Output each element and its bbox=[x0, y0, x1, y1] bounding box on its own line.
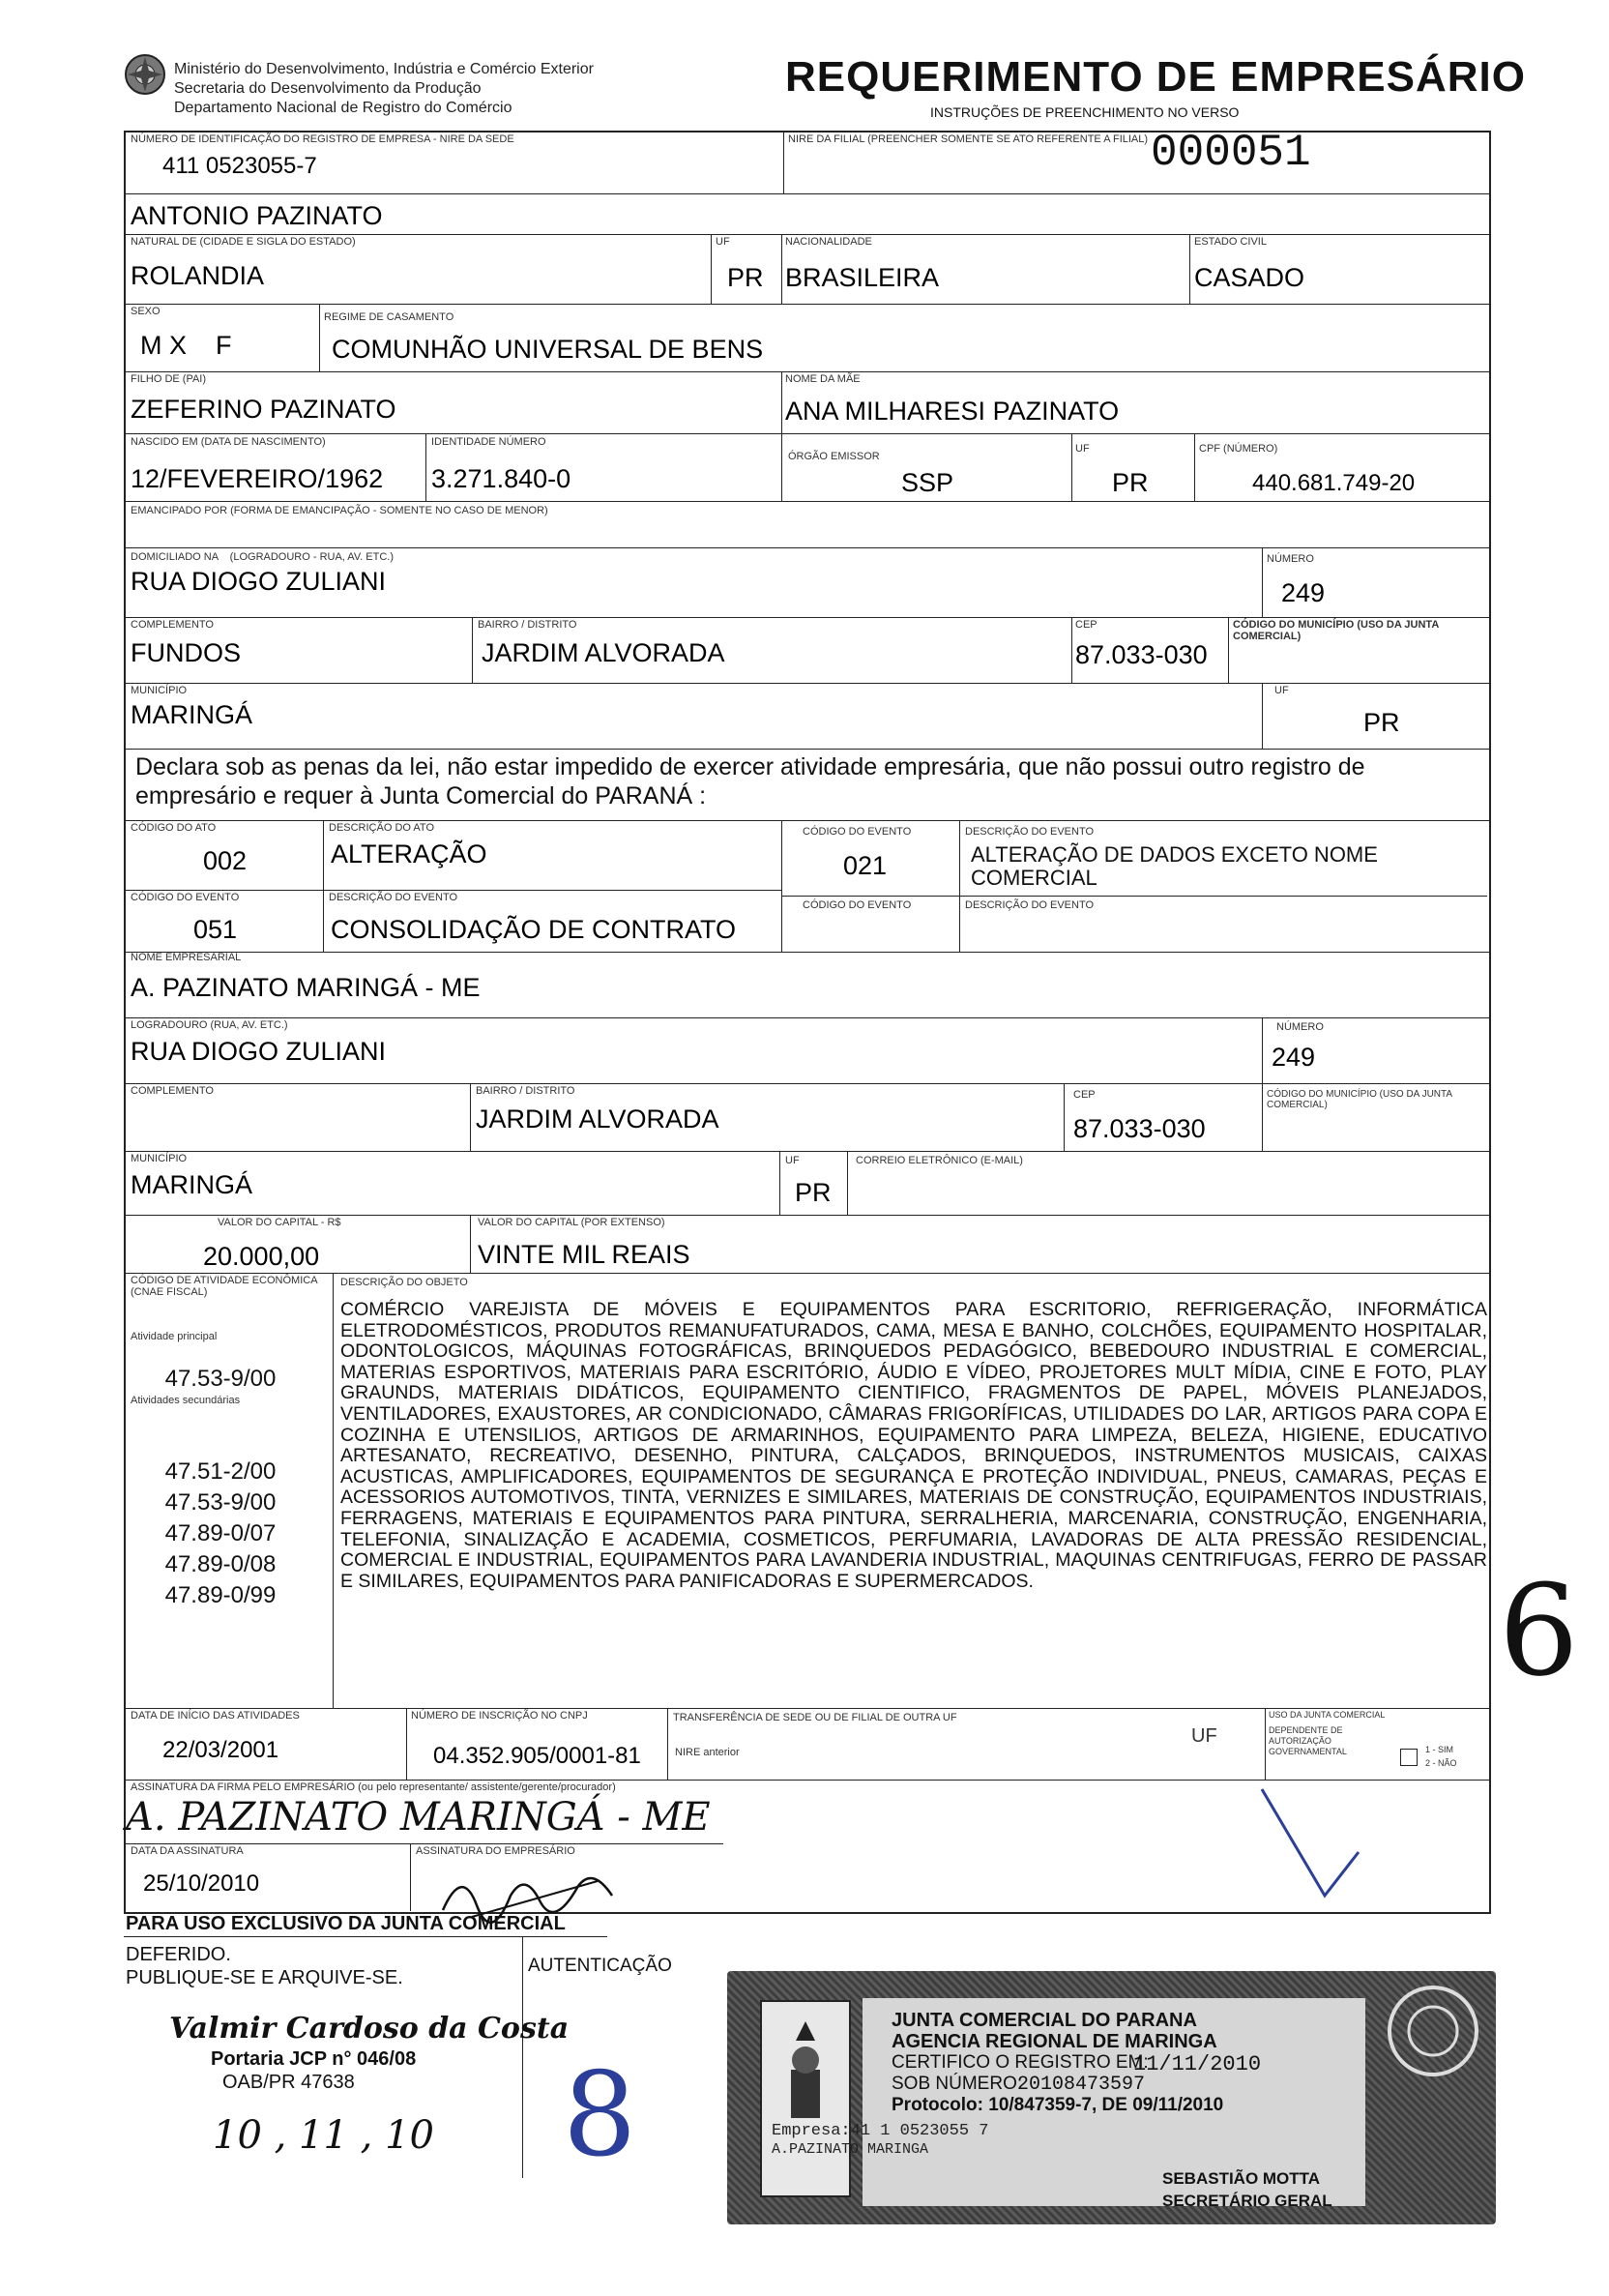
sexo-value: M X F bbox=[140, 331, 232, 360]
desc-evento-label: DESCRIÇÃO DO EVENTO bbox=[965, 826, 1095, 838]
regime-value: COMUNHÃO UNIVERSAL DE BENS bbox=[332, 335, 764, 364]
autorizacao-checkbox[interactable] bbox=[1400, 1749, 1418, 1766]
margin-number: 6 bbox=[1499, 1557, 1579, 1704]
data-inicio-value: 22/03/2001 bbox=[162, 1737, 279, 1763]
emp-bairro-value: JARDIM ALVORADA bbox=[476, 1104, 719, 1133]
deferido-line: DEFERIDO. bbox=[126, 1944, 231, 1965]
numero-value: 249 bbox=[1281, 578, 1326, 607]
instructions-note: INSTRUÇÕES DE PREENCHIMENTO NO VERSO bbox=[930, 104, 1240, 120]
registration-stamp bbox=[727, 1971, 1496, 2224]
nire-filial-label: NIRE DA FILIAL (PREENCHER SOMENTE SE ATO REFERENTE A FILIAL) bbox=[788, 133, 1149, 145]
cod-evento2-label: CÓDIGO DO EVENTO bbox=[131, 892, 240, 903]
dependente-label: DEPENDENTE DE AUTORIZAÇÃO GOVERNAMENTAL bbox=[1269, 1725, 1347, 1756]
nacionalidade-label: NACIONALIDADE bbox=[785, 236, 872, 248]
nome-empresarial-label: NOME EMPRESARIAL bbox=[131, 952, 242, 963]
identidade-label: IDENTIDADE NÚMERO bbox=[431, 436, 546, 448]
autenticacao-label: AUTENTICAÇÃO bbox=[528, 1956, 672, 1976]
transferencia-uf-label: UF bbox=[1191, 1725, 1217, 1747]
ministry-header bbox=[174, 60, 594, 118]
official-portaria: Portaria JCP n° 046/08 bbox=[211, 2048, 417, 2070]
cod-evento1-value: 021 bbox=[843, 851, 888, 880]
nome-empresarial-value: A. PAZINATO MARINGÁ - ME bbox=[131, 973, 481, 1002]
estado-civil-value: CASADO bbox=[1194, 263, 1305, 292]
emp-codmun-label: CÓDIGO DO MUNICÍPIO (USO DA JUNTA COMERCIAL) bbox=[1267, 1089, 1452, 1110]
official-oab: OAB/PR 47638 bbox=[222, 2072, 355, 2093]
emp-numero-label: NÚMERO bbox=[1276, 1021, 1324, 1033]
pai-label: FILHO DE (PAI) bbox=[131, 373, 207, 385]
email-label: CORREIO ELETRÔNICO (E-MAIL) bbox=[856, 1155, 1023, 1166]
nire-label: NÚMERO DE IDENTIFICAÇÃO DO REGISTRO DE EMPRESA - NIRE DA SEDE bbox=[131, 133, 514, 145]
stamp-line2: AGENCIA REGIONAL DE MARINGA bbox=[892, 2031, 1217, 2052]
cep-value: 87.033-030 bbox=[1075, 640, 1208, 669]
uso-junta-label: USO DA JUNTA COMERCIAL bbox=[1269, 1710, 1386, 1720]
nao-label: 2 - NÃO bbox=[1425, 1758, 1457, 1768]
uf-label: UF bbox=[716, 236, 730, 248]
firma-signature: A. PAZINATO MARINGÁ - ME bbox=[126, 1795, 711, 1840]
stamp-signer-title: SECRETÁRIO GERAL bbox=[1162, 2192, 1332, 2210]
emp-uf-value: PR bbox=[795, 1178, 832, 1207]
orgao-value: SSP bbox=[901, 468, 954, 497]
emp-municipio-value: MARINGÁ bbox=[131, 1170, 253, 1199]
emancipado-label: EMANCIPADO POR (FORMA DE EMANCIPAÇÃO - SOMENTE NO CASO DE MENOR) bbox=[131, 505, 548, 516]
stamp-signer-name: SEBASTIÃO MOTTA bbox=[1162, 2169, 1321, 2188]
desc-ato-label: DESCRIÇÃO DO ATO bbox=[329, 822, 435, 834]
stamp-line3-label: CERTIFICO O REGISTRO EM: bbox=[892, 2052, 1149, 2073]
official-date: 10 , 11 , 10 bbox=[213, 2113, 434, 2158]
domicilio-value: RUA DIOGO ZULIANI bbox=[131, 567, 387, 596]
data-assinatura-label: DATA DA ASSINATURA bbox=[131, 1845, 244, 1857]
desc-evento1-value: ALTERAÇÃO DE DADOS EXCETO NOME COMERCIAL bbox=[971, 842, 1378, 890]
emp-numero-value: 249 bbox=[1272, 1043, 1316, 1072]
emp-cep-label: CEP bbox=[1073, 1089, 1096, 1101]
emp-complemento-label: COMPLEMENTO bbox=[131, 1085, 214, 1097]
municipio-uf-value: PR bbox=[1363, 708, 1400, 737]
codmun-label: CÓDIGO DO MUNICÍPIO (USO DA JUNTA COMERCIAL) bbox=[1233, 619, 1439, 642]
pai-value: ZEFERINO PAZINATO bbox=[131, 395, 396, 424]
sim-label: 1 - SIM bbox=[1425, 1745, 1454, 1754]
nascido-value: 12/FEVEREIRO/1962 bbox=[131, 464, 384, 493]
identidade-value: 3.271.840-0 bbox=[431, 464, 571, 493]
emp-bairro-label: BAIRRO / DISTRITO bbox=[476, 1085, 575, 1097]
ministry-line: Ministério do Desenvolvimento, Indústria e Comércio Exterior bbox=[174, 61, 594, 77]
atividades-secundarias-label: Atividades secundárias bbox=[131, 1395, 241, 1406]
data-assinatura-value: 25/10/2010 bbox=[143, 1870, 260, 1897]
transferencia-label: TRANSFERÊNCIA DE SEDE OU DE FILIAL DE OUTRA UF bbox=[673, 1712, 957, 1723]
capital-value: 20.000,00 bbox=[203, 1242, 320, 1271]
deferido-line: PUBLIQUE-SE E ARQUIVE-SE. bbox=[126, 1967, 403, 1988]
cnae-label: CÓDIGO DE ATIVIDADE ECONÔMICA (CNAE FISCAL) bbox=[131, 1275, 317, 1298]
municipio-label: MUNICÍPIO bbox=[131, 685, 188, 696]
stamp-line5: Protocolo: 10/847359-7, DE 09/11/2010 bbox=[892, 2095, 1224, 2115]
nire-value: 411 0523055-7 bbox=[162, 153, 317, 179]
margin-mark-8: 8 bbox=[563, 2048, 637, 2183]
capital-ext-value: VINTE MIL REAIS bbox=[478, 1240, 690, 1269]
objeto-label: DESCRIÇÃO DO OBJETO bbox=[340, 1277, 468, 1288]
bairro-value: JARDIM ALVORADA bbox=[482, 638, 725, 667]
desc-ato-value: ALTERAÇÃO bbox=[331, 839, 487, 868]
cnae-secundaria: 47.89-0/99 bbox=[164, 1582, 277, 1608]
mae-value: ANA MILHARESI PAZINATO bbox=[785, 397, 1120, 426]
emp-municipio-label: MUNICÍPIO bbox=[131, 1153, 188, 1164]
mae-label: NOME DA MÃE bbox=[785, 373, 861, 385]
cnae-secundaria: 47.51-2/00 bbox=[164, 1458, 277, 1485]
naturalidade-label: NATURAL DE (CIDADE E SIGLA DO ESTADO) bbox=[131, 236, 356, 248]
nire-anterior-label: NIRE anterior bbox=[675, 1747, 740, 1758]
assinatura-empresario-label: ASSINATURA DO EMPRESÁRIO bbox=[416, 1845, 575, 1857]
complemento-value: FUNDOS bbox=[131, 638, 241, 667]
applicant-name: ANTONIO PAZINATO bbox=[131, 201, 383, 230]
exclusivo-label: PARA USO EXCLUSIVO DA JUNTA COMERCIAL bbox=[126, 1913, 566, 1934]
stamp-line7: A.PAZINATO MARINGA bbox=[772, 2141, 929, 2158]
stamp-logo-icon bbox=[760, 2000, 851, 2197]
cnpj-label: NÚMERO DE INSCRIÇÃO NO CNPJ bbox=[411, 1710, 588, 1722]
nascido-label: NASCIDO EM (DATA DE NASCIMENTO) bbox=[131, 436, 326, 448]
cpf-label: CPF (NÚMERO) bbox=[1199, 443, 1278, 455]
cpf-value: 440.681.749-20 bbox=[1252, 470, 1416, 496]
cep-label: CEP bbox=[1075, 619, 1097, 631]
desc-evento2-value: CONSOLIDAÇÃO DE CONTRATO bbox=[331, 915, 737, 944]
stamp-line6: Empresa:41 1 0523055 7 bbox=[772, 2122, 989, 2140]
assinatura-label: ASSINATURA DA FIRMA PELO EMPRESÁRIO (ou pelo representante/ assistente/gerente/procurador) bbox=[131, 1781, 616, 1793]
stamp-line4-value: 20108473597 bbox=[1017, 2074, 1146, 2096]
desc-evento2-label: DESCRIÇÃO DO EVENTO bbox=[329, 892, 458, 903]
orgao-label: ÓRGÃO EMISSOR bbox=[788, 451, 880, 462]
domicilio-label: DOMICILIADO NA (LOGRADOURO - RUA, AV. ETC.) bbox=[131, 551, 394, 563]
stamp-line4-label: SOB NÚMERO: bbox=[892, 2074, 1023, 2094]
emp-uf-label: UF bbox=[785, 1155, 800, 1166]
blue-mark-icon bbox=[1257, 1784, 1363, 1910]
official-name: Valmir Cardoso da Costa bbox=[169, 2012, 570, 2046]
ministry-line: Departamento Nacional de Registro do Comércio bbox=[174, 100, 512, 116]
capital-label: VALOR DO CAPITAL - R$ bbox=[218, 1217, 341, 1228]
estado-civil-label: ESTADO CIVIL bbox=[1194, 236, 1267, 248]
cod-evento3-label: CÓDIGO DO EVENTO bbox=[803, 899, 912, 911]
cnae-secundaria: 47.89-0/07 bbox=[164, 1520, 277, 1546]
stamp-line1: JUNTA COMERCIAL DO PARANA bbox=[892, 2010, 1197, 2031]
cod-ato-label: CÓDIGO DO ATO bbox=[131, 822, 217, 834]
regime-label: REGIME DE CASAMENTO bbox=[324, 311, 454, 323]
naturalidade-uf: PR bbox=[727, 263, 764, 292]
cod-evento2-value: 051 bbox=[193, 915, 238, 944]
sexo-label: SEXO bbox=[131, 306, 161, 317]
data-inicio-label: DATA DE INÍCIO DAS ATIVIDADES bbox=[131, 1710, 300, 1722]
cnpj-value: 04.352.905/0001-81 bbox=[433, 1743, 641, 1769]
naturalidade-value: ROLANDIA bbox=[131, 261, 265, 290]
declaration-text: Declara sob as penas da lei, não estar impedido de exercer atividade empresária, que não possui outro registro de empresário e requer à Junta Comercial do PARANÁ : bbox=[135, 753, 1365, 809]
objeto-description: COMÉRCIO VAREJISTA DE MÓVEIS E EQUIPAMENTOS PARA ESCRITORIO, REFRIGERAÇÃO, INFORMÁTICA ELETRODOMÉSTICOS, PRODUTOS REMANUFATURADOS, CAMA, MESA E BANHO, COLCHÕES, EQUIPAMENTO HOSPITALAR, ODONTOLOGICOS, MÁQUINAS FOTOGRÁFICAS, BRINQUEDOS PEDAGÓGICO, BEBEDOURO INDUSTRIAL E COMERCIAL, MATERIAS ESPORTIVOS, MATERIAIS PARA ESCRITÓRIO, ÁUDIO E VÍDEO, PROJETORES MULT MÍDIA, CINE E FOTO, PLAY GRAUNDS, MATERIAIS DIDÁTICOS, EQUIPAMENTO CIENTIFICO, FRAGMENTOS DE PAPEL, MÓVEIS PLANEJADOS, VENTILADORES, EXAUSTORES, AR CONDICIONADO, CÂMARAS FRIGORÍFICAS, UTILIDADES DO LAR, ARTIGOS PARA COPA E COZINHA E UTENSILIOS, ARTIGOS DE ARMARINHOS, EQUIPAMENTO PARA LIMPEZA, BELEZA, HIGIENE, EDUCATIVO ARTESANATO, RECREATIVO, DESENHO, PINTURA, CALÇADOS, BRINQUEDOS, INSTRUMENTOS MUSICAIS, CAIXAS ACUSTICAS, AMPLIFICADORES, EQUIPAMENTOS DE SEGURANÇA E PROTEÇÃO INDIVIDUAL, PNEUS, CAMARAS, PEÇAS E ACESSORIOS AUTOMOTIVOS, TINTA, VERNIZES E SIMILARES, MATERIAIS DE CONSTRUÇÃO, EQUIPAMENTOS INDUSTRIAIS, FERRAGENS, MATERIAIS E EQUIPAMENTOS PARA PINTURA, SERRALHERIA, MARCENARIA, CONSTRUÇÃO, ENGENHARIA, TELEFONIA, SINALIZAÇÃO E ACADEMIA, COSMETICOS, PERFUMARIA, LAVADORAS DE ALTA PRESSÃO RESIDENCIAL, COMERCIAL E INDUSTRIAL, EQUIPAMENTOS PARA LAVANDERIA INDUSTRIAL, MAQUINAS CENTRIFUGAS, FERRO DE PASSAR E SIMILARES, EQUIPAMENTOS PARA PANIFICADORAS E SUPERMERCADOS. bbox=[340, 1299, 1487, 1592]
ministry-line: Secretaria do Desenvolvimento da Produção bbox=[174, 80, 482, 97]
bairro-label: BAIRRO / DISTRITO bbox=[478, 619, 577, 631]
municipio-value: MARINGÁ bbox=[131, 700, 253, 729]
emp-cep-value: 87.033-030 bbox=[1073, 1114, 1206, 1143]
cod-ato-value: 002 bbox=[203, 846, 248, 875]
numero-label: NÚMERO bbox=[1267, 553, 1314, 565]
municipio-uf-label: UF bbox=[1274, 685, 1289, 696]
logradouro-value: RUA DIOGO ZULIANI bbox=[131, 1037, 387, 1066]
atividade-principal-label: Atividade principal bbox=[131, 1331, 218, 1342]
capital-ext-label: VALOR DO CAPITAL (POR EXTENSO) bbox=[478, 1217, 665, 1228]
nacionalidade-value: BRASILEIRA bbox=[785, 263, 940, 292]
complemento-label: COMPLEMENTO bbox=[131, 619, 214, 631]
cnae-secundaria: 47.53-9/00 bbox=[164, 1489, 277, 1516]
stamp-line3-value: 11/11/2010 bbox=[1133, 2052, 1262, 2076]
page-title: REQUERIMENTO DE EMPRESÁRIO bbox=[785, 53, 1526, 101]
cod-evento-label: CÓDIGO DO EVENTO bbox=[803, 826, 912, 838]
id-uf-value: PR bbox=[1112, 468, 1149, 497]
government-seal-icon bbox=[124, 53, 166, 96]
stamp-ornament-icon bbox=[1385, 1983, 1481, 2079]
desc-evento3-label: DESCRIÇÃO DO EVENTO bbox=[965, 899, 1095, 911]
logradouro-label: LOGRADOURO (RUA, AV. ETC.) bbox=[131, 1019, 288, 1031]
document-number: 000051 bbox=[1151, 128, 1311, 178]
cnae-secundaria: 47.89-0/08 bbox=[164, 1551, 277, 1577]
id-uf-label: UF bbox=[1075, 443, 1090, 455]
cnae-principal: 47.53-9/00 bbox=[164, 1366, 277, 1392]
